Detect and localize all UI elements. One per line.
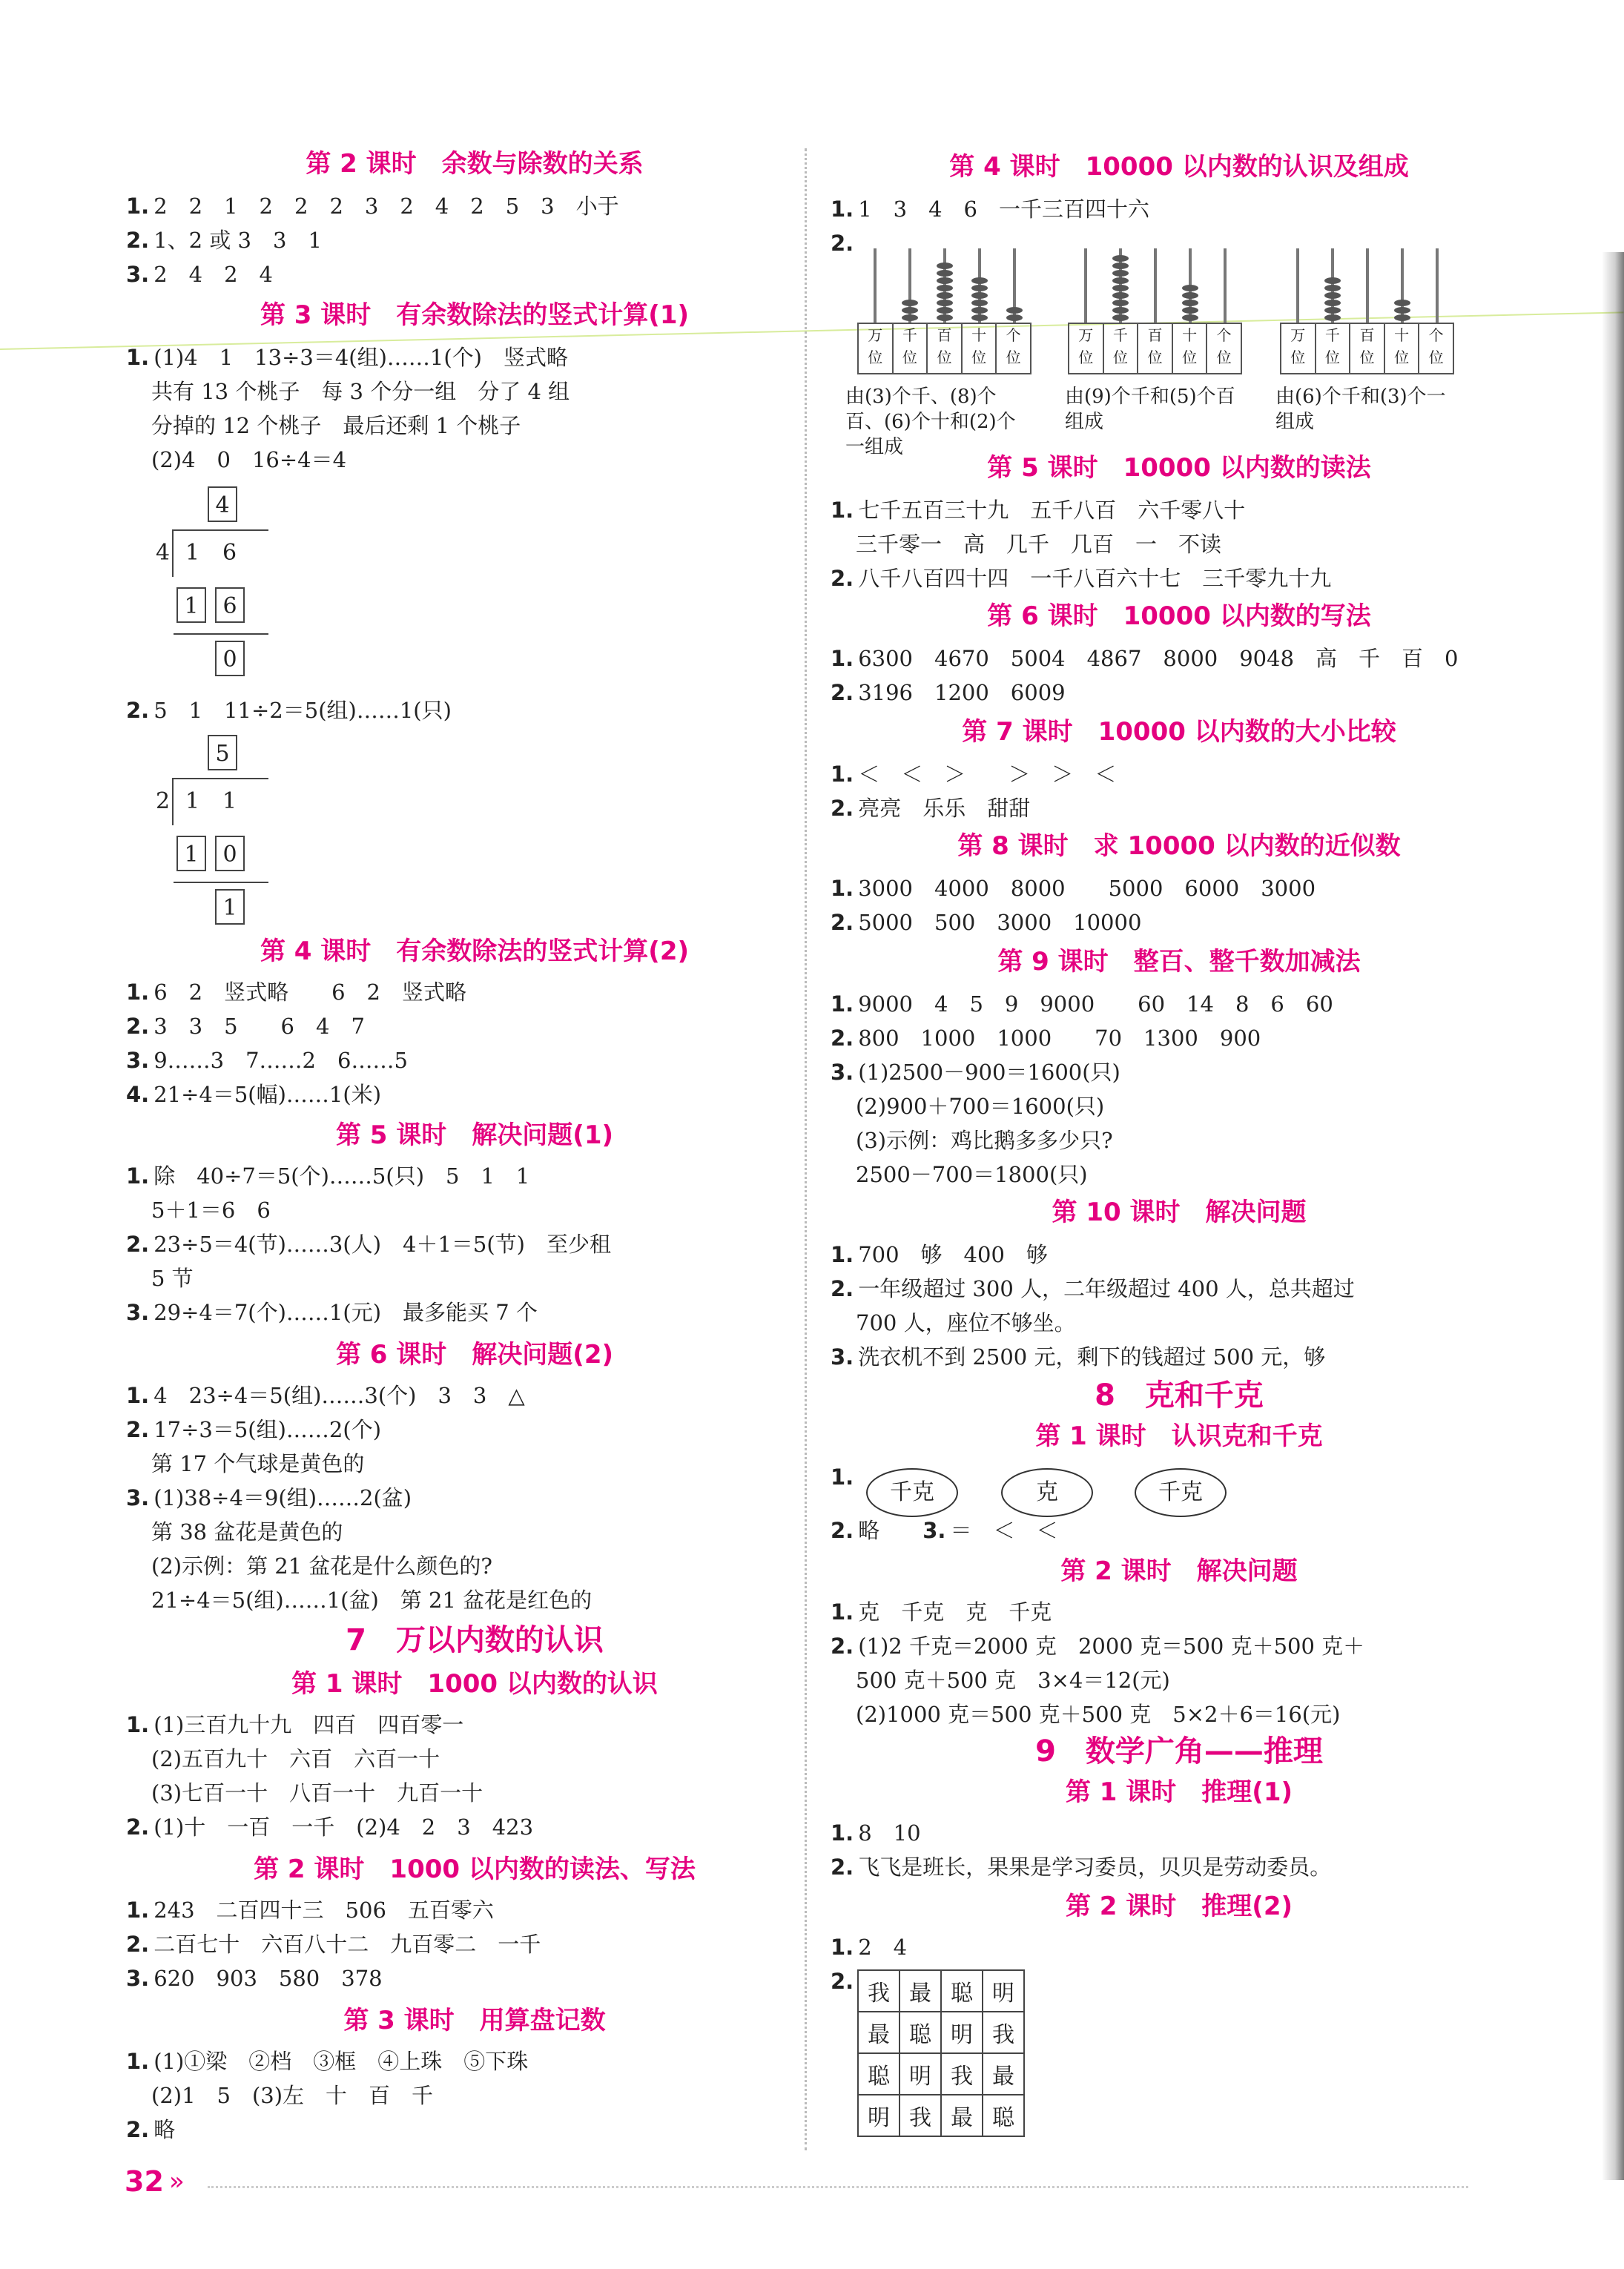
answer-line: 4. 21÷4＝5(幅)……1(米) [126,1082,382,1107]
answer-line: 2. 5 1 11÷2＝5(组)……1(只) [126,698,452,723]
answer-line: 2. 略 3. ＝ ＜ ＜ [831,1518,1058,1543]
chapter-title: 8 克和千克 [1095,1378,1264,1413]
answer-line: (2)1 5 (3)左 十 百 千 [151,2083,434,2108]
section-title: 第 10 课时 解决问题 [1052,1198,1307,1227]
divisor: 4 [156,540,171,566]
place-value-label: 万 位 [859,324,894,373]
abacus-caption: 由(6)个千和(3)个一组成 [1275,386,1446,433]
abacus-bead [937,300,953,306]
answer-line: 3. (1)2500－900＝1600(只) [831,1060,1120,1085]
answer-line: 1. 3000 4000 8000 5000 6000 3000 [831,876,1316,901]
grid-cell: 最 [983,2053,1024,2095]
answer-line: 1. 2 4 [831,1935,908,1960]
dividend-tens: 1 [185,540,200,566]
answer-line: 三千零一 高 几千 几百 一 不读 [856,532,1222,557]
answer-line: 2. 一年级超过 300 人，二年级超过 400 人，总共超过 [831,1276,1355,1301]
answer-line: (2)4 0 16÷4＝4 [151,447,347,472]
answer-line: 2. 800 1000 1000 70 1300 900 [831,1025,1261,1051]
place-value-strip [857,323,1031,374]
grid-cell: 明 [858,2095,900,2136]
answer-line: 3. 620 903 580 378 [126,1966,383,1991]
abacus-bead [902,314,918,321]
answer-line: 1. 8 10 [831,1820,921,1846]
answer-line: 1. 700 够 400 够 [831,1242,1048,1267]
answer-line: 2. (1)2 千克＝2000 克 2000 克＝500 克＋500 克＋ [831,1634,1365,1659]
abacus-bead [1112,277,1129,284]
division-bracket [172,778,174,825]
place-value-label: 千 位 [894,324,928,373]
abacus-bead [1006,307,1023,314]
answer-line: 1. [831,1464,854,1490]
answer-line: 分掉的 12 个桃子 最后还剩 1 个桃子 [151,413,521,438]
abacus-bead [1182,292,1198,299]
abacus-rod [1084,248,1087,323]
answer-line: 5 节 [151,1266,194,1291]
grid-cell: 聪 [941,1970,983,2012]
abacus-bead [1112,285,1129,291]
abacus-bead [1112,307,1129,314]
answer-line: 1. 1 3 4 6 一千三百四十六 [831,196,1150,222]
answer-line: 2. [831,231,854,256]
dividend-tens: 1 [185,788,200,814]
answer-line: (2)900＋700＝1600(只) [856,1094,1105,1119]
place-value-label: 十 位 [963,324,997,373]
unit-oval: 克 [1001,1468,1093,1517]
answer-line: 2. (1)十 一百 一千 (2)4 2 3 423 [126,1814,534,1840]
answer-line: 2. 3196 1200 6009 [831,680,1066,705]
abacus-bead [1394,300,1410,306]
answer-line: 3. 29÷4＝7(个)……1(元) 最多能买 7 个 [126,1300,538,1325]
grid-cell: 明 [900,2053,941,2095]
place-value-label: 十 位 [1173,324,1208,373]
grid-cell: 明 [983,1970,1024,2012]
answer-line: 2. [831,1969,854,1994]
division-bar [174,778,268,779]
answer-line: (2)示例：第 21 盆花是什么颜色的? [151,1553,492,1579]
remainder-box: 1 [215,889,245,925]
section-title: 第 5 课时 10000 以内数的读法 [987,453,1371,483]
subtraction-bar [174,633,268,635]
place-value-label: 十 位 [1385,324,1420,373]
abacus-bead [1394,314,1410,321]
place-value-label: 百 位 [1350,324,1385,373]
section-title: 第 5 课时 解决问题(1) [335,1120,614,1150]
abacus-bead [1182,300,1198,306]
answer-line: 3. 9……3 7……2 6……5 [126,1048,408,1073]
answer-line: 1. 除 40÷7＝5(个)……5(只) 5 1 1 [126,1163,530,1189]
division-bracket [172,529,174,577]
chapter-title: 9 数学广角——推理 [1035,1734,1323,1768]
section-title: 第 1 课时 推理(1) [1065,1777,1293,1807]
answer-line: (2)1000 克＝500 克＋500 克 5×2＋6＝16(元) [856,1702,1341,1727]
abacus-bead [902,307,918,314]
answer-line: 2. 二百七十 六百八十二 九百零二 一千 [126,1932,541,1957]
abacus-bead [971,292,988,299]
abacus-rod [1366,248,1369,323]
footer-dotted-line [208,2186,1468,2188]
answer-line: 1. 6300 4670 5004 4867 8000 9048 高 千 百 0 [831,646,1459,671]
abacus-bead [1112,300,1129,306]
product-ones-box: 0 [215,836,245,871]
section-title: 第 3 课时 有余数除法的竖式计算(1) [260,300,690,330]
grid-cell: 聪 [900,2012,941,2053]
abacus-bead [1112,292,1129,299]
answer-line: 21÷4＝5(组)……1(盆) 第 21 盆花是红色的 [151,1588,593,1613]
section-title: 第 9 课时 整百、整千数加减法 [997,947,1361,977]
answer-line: 1. ＜ ＜ ＞ ＞ ＞ ＜ [831,762,1117,787]
section-title: 第 3 课时 用算盘记数 [343,2006,606,2035]
answer-line: 1. 克 千克 克 千克 [831,1599,1052,1625]
grid-row [858,2095,1024,2136]
abacus-bead [1394,307,1410,314]
abacus-bead [1006,314,1023,321]
abacus-rod [874,248,877,323]
abacus-bead [971,314,988,321]
unit-oval: 千克 [1135,1468,1227,1517]
abacus-bead [1324,307,1341,314]
answer-line: (2)五百九十 六百 六百一十 [151,1746,440,1771]
grid-cell: 我 [900,2095,941,2136]
abacus-bead [1112,255,1129,262]
place-value-label: 千 位 [1316,324,1351,373]
product-tens-box: 1 [176,836,206,871]
abacus-caption: 由(9)个千和(5)个百组成 [1065,386,1235,433]
dividend-ones: 6 [222,540,237,566]
place-value-strip [1068,323,1242,374]
abacus-bead [1324,292,1341,299]
answer-line: 1. (1)4 1 13÷3＝4(组)……1(个) 竖式略 [126,345,568,370]
page-chevron-icon: » [169,2167,185,2196]
divisor: 2 [156,788,171,814]
page-edge-shadow [1602,252,1624,2180]
grid-cell: 我 [941,2053,983,2095]
grid-row [858,1970,1024,2012]
answer-line: 2. 17÷3＝5(组)……2(个) [126,1417,382,1442]
abacus-rod [1296,248,1299,323]
abacus-bead [937,292,953,299]
place-value-label: 个 位 [1216,326,1232,366]
grid-cell: 最 [941,2095,983,2136]
abacus-bead [937,307,953,314]
place-value-label: 个 位 [1006,326,1021,366]
answer-line: 1. 2 2 1 2 2 2 3 2 4 2 5 3 小于 [126,194,619,219]
answer-line: 1. (1)三百九十九 四百 四百零一 [126,1712,464,1737]
chapter-title: 7 万以内数的认识 [346,1623,604,1657]
answer-line: 2. 5000 500 3000 10000 [831,910,1142,935]
answer-line: 1. 9000 4 5 9 9000 60 14 8 6 60 [831,991,1333,1017]
answer-line: 第 17 个气球是黄色的 [151,1451,365,1476]
answer-line: 1. 6 2 竖式略 6 2 竖式略 [126,980,467,1005]
product-tens-box: 1 [176,587,206,623]
answer-line: 700 人，座位不够坐。 [856,1310,1076,1335]
abacus-rod [1154,248,1157,323]
answer-line: 1. (1)①梁 ②档 ③框 ④上珠 ⑤下珠 [126,2049,529,2074]
reasoning-grid [857,1969,1025,2137]
long-division-1 [156,482,289,682]
answer-line: 5＋1＝6 6 [151,1198,271,1223]
section-title: 第 2 课时 解决问题 [1060,1556,1298,1586]
answer-line: 500 克＋500 克 3×4＝12(元) [856,1668,1170,1693]
abacus-bead [1324,300,1341,306]
section-title: 第 2 课时 推理(2) [1065,1892,1293,1921]
subtraction-bar [174,882,268,883]
product-ones-box: 6 [215,587,245,623]
division-bar [174,529,268,531]
answer-line: 2. 3 3 5 6 4 7 [126,1014,365,1039]
section-title: 第 4 课时 10000 以内数的认识及组成 [949,152,1409,182]
section-title: 第 1 课时 认识克和千克 [1035,1421,1323,1451]
answer-line: 2. 亮亮 乐乐 甜甜 [831,796,1031,821]
place-value-strip [1280,323,1454,374]
abacus-bead [937,277,953,284]
page-number: 32 [125,2165,164,2198]
grid-cell: 我 [858,1970,900,2012]
dividend-ones: 1 [222,788,237,814]
answer-line: (3)示例：鸡比鹅多多少只? [856,1128,1113,1153]
section-title: 第 7 课时 10000 以内数的大小比较 [962,717,1396,747]
grid-cell: 最 [900,1970,941,2012]
abacus-bead [971,277,988,284]
answer-line: 2. 八千八百四十四 一千八百六十七 三千零九十九 [831,566,1332,591]
grid-row [858,2012,1024,2053]
answer-line: 3. (1)38÷4＝9(组)……2(盆) [126,1485,412,1510]
abacus-bead [1182,314,1198,321]
grid-cell: 我 [983,2012,1024,2053]
grid-cell: 最 [858,2012,900,2053]
abacus-rod [1224,248,1227,323]
abacus-diagram [1068,263,1242,374]
place-value-label: 个 位 [1428,326,1444,366]
abacus-bead [1112,262,1129,269]
abacus-bead [937,262,953,269]
section-title: 第 2 课时 余数与除数的关系 [306,149,644,179]
section-title: 第 8 课时 求 10000 以内数的近似数 [957,831,1401,861]
quotient-box: 5 [208,735,237,770]
answer-line: 2. 23÷5＝4(节)……3(人) 4＋1＝5(节) 至少租 [126,1232,611,1257]
place-value-label: 百 位 [1138,324,1173,373]
abacus-bead [1324,285,1341,291]
answer-line: 共有 13 个桃子 每 3 个分一组 分了 4 组 [151,379,570,404]
abacus-diagram [857,263,1031,374]
answer-line: 2. 1、2 或 3 3 1 [126,228,322,253]
abacus-bead [902,300,918,306]
grid-cell: 明 [941,2012,983,2053]
place-value-label: 万 位 [1069,324,1104,373]
answer-line: 1. 243 二百四十三 506 五百零六 [126,1898,494,1923]
answer-line: 2. 飞飞是班长，果果是学习委员，贝贝是劳动委员。 [831,1854,1332,1880]
abacus-caption: 由(3)个千、(8)个百、(6)个十和(2)个一组成 [845,386,1016,458]
place-value-label: 万 位 [1281,324,1316,373]
section-title: 第 1 课时 1000 以内数的认识 [291,1669,658,1699]
place-value-label: 百 位 [928,324,963,373]
answer-line: (3)七百一十 八百一十 九百一十 [151,1780,483,1806]
answer-line: 1. 4 23÷4＝5(组)……3(个) 3 3 △ [126,1383,525,1408]
answer-line: 2. 略 [126,2117,176,2142]
abacus-bead [937,285,953,291]
abacus-diagram [1280,263,1454,374]
answer-line: 2500－700＝1800(只) [856,1162,1088,1187]
abacus-bead [1182,307,1198,314]
abacus-bead [971,285,988,291]
answer-line: 1. 七千五百三十九 五千八百 六千零八十 [831,498,1246,523]
abacus-bead [971,300,988,306]
grid-row [858,2053,1024,2095]
abacus-bead [1112,270,1129,277]
grid-cell: 聪 [983,2095,1024,2136]
abacus-bead [937,270,953,277]
section-title: 第 6 课时 10000 以内数的写法 [987,601,1371,631]
grid-cell: 聪 [858,2053,900,2095]
place-value-label: 千 位 [1104,324,1139,373]
abacus-bead [1324,314,1341,321]
unit-oval: 千克 [866,1468,958,1517]
answer-line: 3. 洗衣机不到 2500 元，剩下的钱超过 500 元，够 [831,1344,1326,1370]
section-title: 第 2 课时 1000 以内数的读法、写法 [254,1854,696,1884]
abacus-bead [1324,277,1341,284]
abacus-bead [1112,314,1129,321]
abacus-bead [971,307,988,314]
long-division-2 [156,730,289,931]
abacus-bead [937,314,953,321]
abacus-bead [1182,285,1198,291]
abacus-rod [1436,248,1439,323]
quotient-box: 4 [208,486,237,522]
remainder-box: 0 [215,641,245,676]
section-title: 第 4 课时 有余数除法的竖式计算(2) [260,937,690,966]
answer-line: 第 38 盆花是黄色的 [151,1519,343,1545]
section-title: 第 6 课时 解决问题(2) [335,1340,614,1370]
answer-line: 3. 2 4 2 4 [126,262,274,287]
